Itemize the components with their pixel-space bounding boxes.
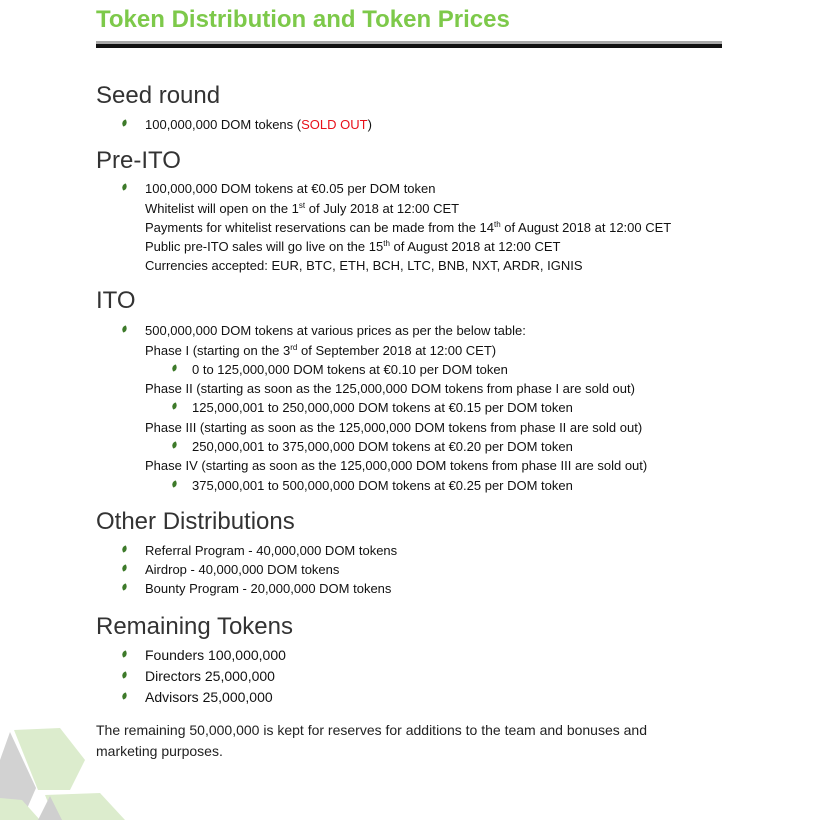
remaining-item: Advisors 25,000,000 xyxy=(145,689,273,705)
other-item: Airdrop - 40,000,000 DOM tokens xyxy=(145,562,340,577)
heading-remaining-tokens: Remaining Tokens xyxy=(96,613,294,640)
bullet-icon xyxy=(121,183,128,190)
bullet-icon xyxy=(171,402,178,409)
text: Whitelist will open on the 1 xyxy=(145,201,299,216)
text: of August 2018 at 12:00 CET xyxy=(389,239,561,254)
heading-seed-round: Seed round xyxy=(96,82,221,109)
seed-text: 100,000,000 DOM tokens ( xyxy=(145,117,302,132)
ito-line: 500,000,000 DOM tokens at various prices as per the below table: xyxy=(145,323,526,338)
ito-phase xyxy=(145,343,496,358)
pre-ito-line xyxy=(145,239,560,254)
pre-ito-line: Currencies accepted: EUR, BTC, ETH, BCH, LTC, BNB, NXT, ARDR, IGNIS xyxy=(145,258,583,273)
logo-watermark-icon xyxy=(0,720,130,820)
text: of August 2018 at 12:00 CET xyxy=(500,220,672,235)
pre-ito-line: 100,000,000 DOM tokens at €0.05 per DOM token xyxy=(145,181,436,196)
remaining-item: Founders 100,000,000 xyxy=(145,647,286,663)
page-title: Token Distribution and Token Prices xyxy=(96,6,510,33)
seed-paren: ) xyxy=(367,117,372,132)
ordinal: rd xyxy=(290,343,298,352)
bullet-icon xyxy=(171,364,178,371)
title-rule-black xyxy=(96,44,722,48)
sold-out-label: SOLD OUT xyxy=(301,117,368,132)
bullet-icon xyxy=(121,325,128,332)
other-item: Bounty Program - 20,000,000 DOM tokens xyxy=(145,581,392,596)
pre-ito-line xyxy=(145,220,671,235)
pre-ito-line xyxy=(145,201,459,216)
ito-phase-item: 250,000,001 to 375,000,000 DOM tokens at €0.20 per DOM token xyxy=(192,439,573,454)
bullet-icon xyxy=(121,564,128,571)
ito-phase-item: 0 to 125,000,000 DOM tokens at €0.10 per DOM token xyxy=(192,362,508,377)
bullet-icon xyxy=(121,650,128,657)
bullet-icon xyxy=(171,441,178,448)
bullet-icon xyxy=(171,480,178,487)
remaining-item: Directors 25,000,000 xyxy=(145,668,275,684)
text: Public pre-ITO sales will go live on the 15 xyxy=(145,239,384,254)
other-item: Referral Program - 40,000,000 DOM tokens xyxy=(145,543,398,558)
text: of September 2018 at 12:00 CET) xyxy=(297,343,497,358)
heading-other-distributions: Other Distributions xyxy=(96,508,295,535)
text: Payments for whitelist reservations can be made from the 14 xyxy=(145,220,494,235)
ito-phase-item: 125,000,001 to 250,000,000 DOM tokens at €0.15 per DOM token xyxy=(192,400,573,415)
bullet-icon xyxy=(121,583,128,590)
reserves-paragraph: The remaining 50,000,000 is kept for reserves for additions to the team and bonuses and marketing purposes. xyxy=(96,722,648,759)
ito-phase-item: 375,000,001 to 500,000,000 DOM tokens at €0.25 per DOM token xyxy=(192,478,573,493)
bullet-icon xyxy=(121,671,128,678)
text: of July 2018 at 12:00 CET xyxy=(305,201,460,216)
bullet-icon xyxy=(121,545,128,552)
ordinal: st xyxy=(298,201,306,210)
ito-phase: Phase III (starting as soon as the 125,000,000 DOM tokens from phase II are sold out) xyxy=(145,420,643,435)
text: Phase I (starting on the 3 xyxy=(145,343,291,358)
ito-phase: Phase II (starting as soon as the 125,000,000 DOM tokens from phase I are sold out) xyxy=(145,381,635,396)
seed-item xyxy=(145,117,372,132)
bullet-icon xyxy=(121,692,128,699)
ordinal: th xyxy=(383,239,390,248)
ito-phase: Phase IV (starting as soon as the 125,000,000 DOM tokens from phase III are sold out) xyxy=(145,458,648,473)
heading-ito: ITO xyxy=(96,287,136,314)
ordinal: th xyxy=(494,220,501,229)
heading-pre-ito: Pre-ITO xyxy=(96,147,181,174)
bullet-icon xyxy=(121,119,128,126)
